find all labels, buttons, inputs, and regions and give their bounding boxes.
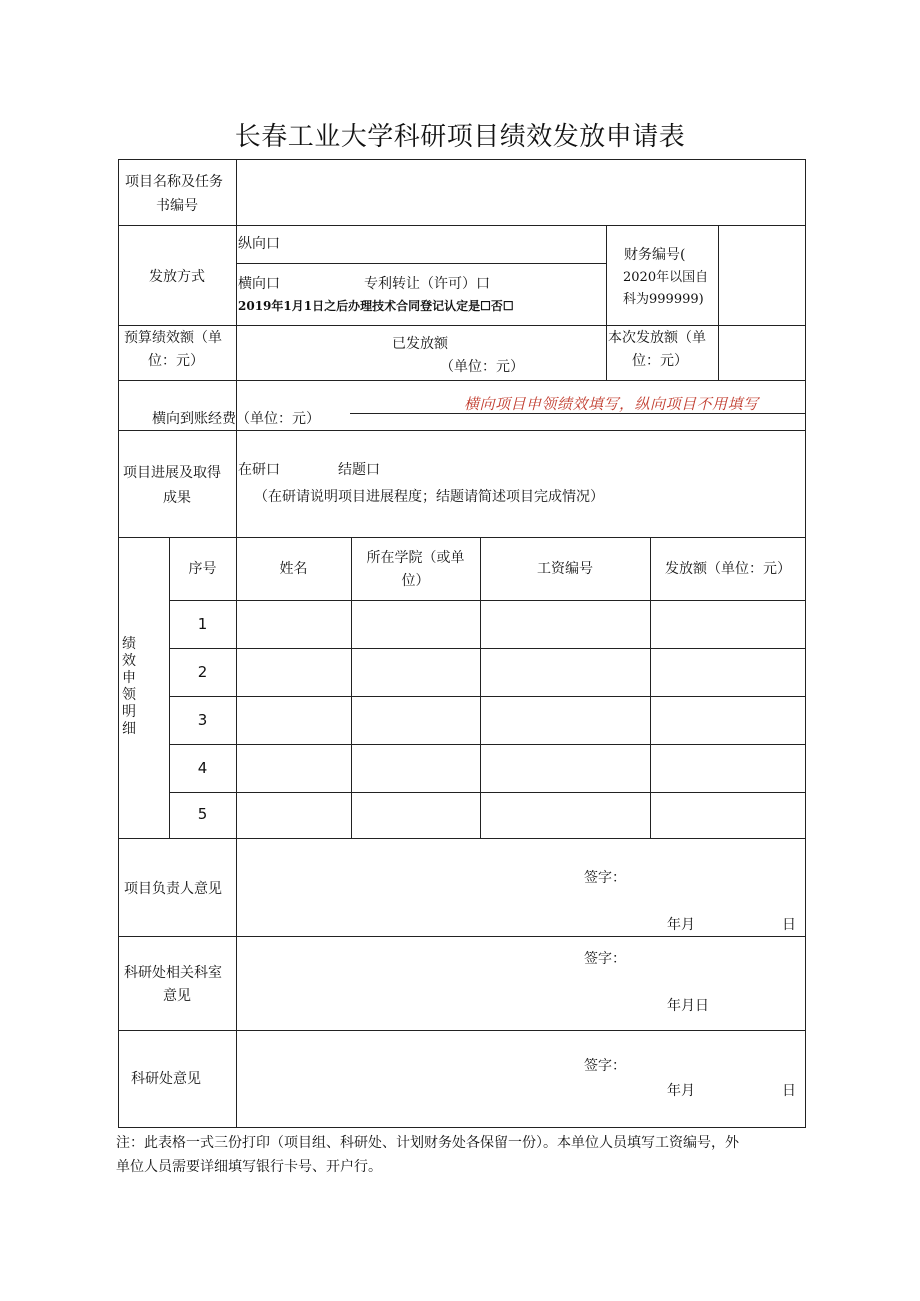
progress-label-1: 项目进展及取得 [123, 465, 221, 481]
row-divider [118, 430, 806, 431]
row-divider [118, 380, 806, 381]
row-divider [118, 537, 806, 538]
research-date-day: 日 [782, 1083, 796, 1099]
table-row-number: 2 [197, 663, 208, 681]
project-name-label-1: 项目名称及任务 [125, 174, 223, 190]
leader-date-year-month: 年月 [667, 917, 695, 933]
project-name-label-2: 书编号 [156, 198, 198, 214]
patent-checkbox[interactable]: 专利转让（许可）口 [364, 276, 490, 292]
office-opinion-label-1: 科研处相关科室 [124, 965, 222, 981]
finance-number-label-2: 2020年以国自 [623, 270, 709, 285]
released-amount-label: 已发放额 [392, 336, 448, 352]
side-char: 绩 [122, 636, 136, 652]
office-sign-label: 签字： [584, 951, 626, 967]
header-name: 姓名 [279, 561, 308, 577]
row-divider [118, 325, 806, 326]
table-border-right [805, 159, 806, 1128]
release-method-label: 发放方式 [149, 269, 205, 285]
horizontal-funds-label: 横向到账经费（单位：元） [152, 411, 320, 427]
footnote-line-2: 单位人员需要详细填写银行卡号、开户行。 [116, 1159, 382, 1175]
table-row-number: 5 [197, 805, 208, 823]
side-char: 效 [122, 653, 136, 669]
label-column-divider [236, 838, 237, 1128]
finance-number-field[interactable] [719, 226, 805, 325]
detail-col-divider [650, 537, 651, 839]
footnote-line-1: 注：此表格一式三份打印（项目组、科研处、计划财务处各保留一份）。本单位人员填写工资编号，外 [116, 1135, 739, 1151]
progress-label-2: 成果 [163, 490, 191, 506]
side-char: 申 [122, 670, 136, 686]
contract-registration-note[interactable]: 2019年1月1日之后办理技术合同登记认定是☐否☐ [238, 299, 514, 313]
finance-number-label-1: 财务编号( [624, 247, 686, 263]
release-finance-divider [606, 225, 607, 381]
row-divider [118, 225, 806, 226]
leader-sign-label: 签字： [584, 870, 626, 886]
leader-date-day: 日 [782, 917, 796, 933]
detail-side-label [122, 636, 140, 738]
detail-col-divider [480, 537, 481, 839]
header-salary: 工资编号 [537, 561, 593, 577]
progress-instruction: （在研请说明项目进展程度；结题请简述项目完成情况） [254, 489, 604, 505]
table-border-left [118, 159, 119, 1128]
side-char: 细 [122, 721, 136, 737]
released-amount-unit: （单位：元） [440, 359, 524, 375]
office-date: 年月日 [667, 998, 709, 1014]
detail-row-divider [169, 648, 806, 649]
detail-row-divider [169, 600, 806, 601]
header-seq: 序号 [188, 561, 217, 577]
row-divider [118, 936, 806, 937]
handwritten-note: 横向项目申领绩效填写，纵向项目不用填写 [464, 395, 759, 413]
header-college-2: 位） [401, 573, 430, 589]
detail-side-divider [169, 537, 170, 839]
row-divider [118, 838, 806, 839]
side-char: 明 [122, 704, 136, 720]
detail-row-divider [169, 744, 806, 745]
finance-number-label-3: 科为999999) [623, 292, 704, 307]
horizontal-checkbox[interactable]: 横向口 [238, 276, 280, 292]
budget-label-1: 预算绩效额（单 [124, 330, 222, 346]
page-title: 长春工业大学科研项目绩效发放申请表 [234, 122, 686, 152]
header-college-1: 所在学院（或单 [366, 550, 465, 566]
concluded-checkbox[interactable]: 结题口 [338, 462, 380, 478]
table-row-number: 1 [197, 615, 208, 633]
detail-row-divider [169, 696, 806, 697]
current-amount-label-2: 位：元） [632, 353, 688, 369]
research-date-year-month: 年月 [667, 1083, 695, 1099]
vertical-checkbox[interactable]: 纵向口 [238, 236, 280, 252]
detail-row-divider [169, 792, 806, 793]
current-amount-field[interactable] [719, 326, 805, 380]
in-progress-checkbox[interactable]: 在研口 [238, 462, 280, 478]
table-row-number: 4 [197, 759, 208, 777]
project-name-field[interactable] [237, 160, 805, 225]
row-divider [118, 1030, 806, 1031]
office-opinion-label-2: 意见 [163, 988, 191, 1004]
leader-opinion-label: 项目负责人意见 [124, 881, 222, 897]
budget-label-2: 位：元） [148, 353, 204, 369]
side-char: 领 [122, 687, 136, 703]
table-border-bottom [118, 1127, 806, 1128]
release-inner-divider [236, 263, 606, 264]
header-amount: 发放额（单位：元） [665, 561, 791, 577]
detail-col-divider [236, 537, 237, 839]
current-amount-label-1: 本次发放额（单 [608, 330, 706, 346]
research-sign-label: 签字： [584, 1058, 626, 1074]
table-row-number: 3 [197, 711, 208, 729]
research-opinion-label: 科研处意见 [131, 1071, 201, 1087]
